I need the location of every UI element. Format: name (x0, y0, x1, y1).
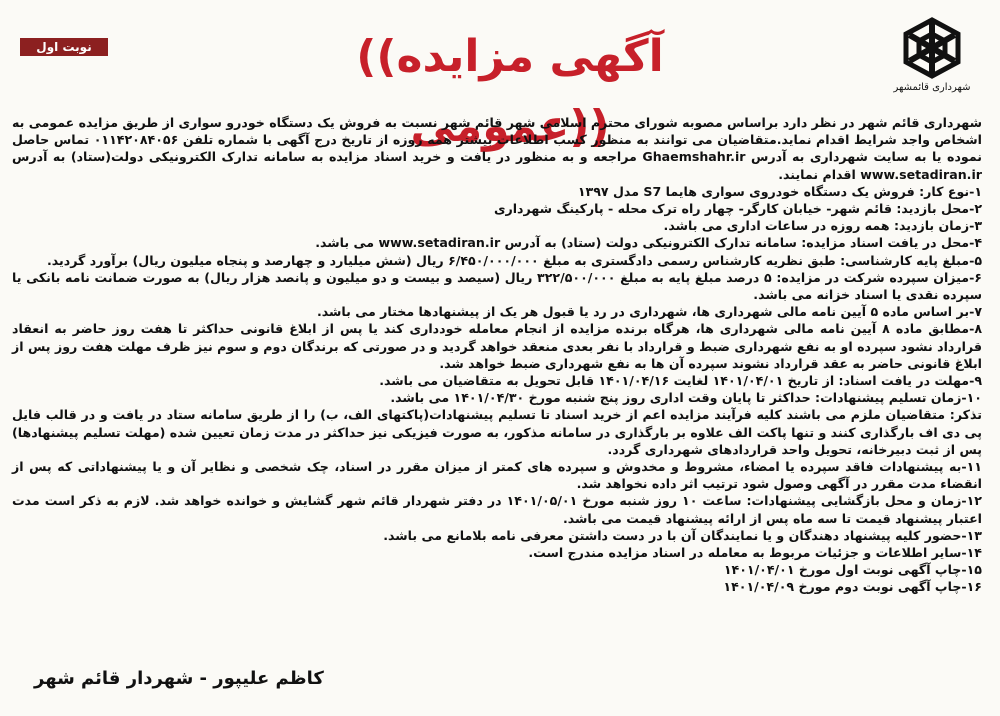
clause-2: ۲-محل بازدید: قائم شهر- خیابان کارگر- چهار راه ترک محله - پارکینگ شهرداری (493, 201, 982, 217)
clause-6: ۶-میزان سپرده شرکت در مزایده: ۵ درصد مبلغ پایه به مبلغ ۳۲۲/۵۰۰/۰۰۰ ریال (سیصد و بیست و دو میلیون و پانصد هزار ریال) به صورت ضمانت نامه بانکی یا سپرده نقدی یا اسناد خزانه می باشد. (12, 269, 982, 303)
clause-14: ۱۴-سایر اطلاعات و جزئیات مربوط به معامله در اسناد مزایده مندرج است. (528, 545, 982, 561)
municipality-logo (892, 16, 972, 112)
signature: کاظم علیپور - شهردار قائم شهر (34, 668, 324, 689)
intro-paragraph: شهرداری قائم شهر در نظر دارد براساس مصوبه شورای محترم اسلامی شهر قائم شهر نسبت به فروش یک دستگاه خودرو سواری از طریق مزایده عمومی به اشخاص واجد شرایط اقدام نماید.متقاضیان می توانند به منظور کسب اطلاعات بیشتر همه روزه از تاریخ درج آگهی با شماره تلفن ۰۱۱۴۲۰۸۴۰۵۶ تماس حاصل نموده یا به سایت شهرداری به آدرس Ghaemshahr.ir مراجعه و به منظور در یافت و خرید اسناد مزایده به سامانه تدارک الکترونیکی دولت(ستاد) به آدرس www.setadiran.ir اقدام نمایند. (12, 115, 982, 182)
logo-caption: شهرداری قائمشهر (893, 82, 971, 93)
clause-5: ۵-مبلغ پایه کارشناسی: طبق نظریه کارشناس رسمی دادگستری به مبلغ ۶/۴۵۰/۰۰۰/۰۰۰ ریال (شش میلیارد و چهارصد و پنجاه میلیون ریال) برآورد گردید. (46, 252, 982, 268)
clause-12: ۱۲-زمان و محل بازگشایی پیشنهادات: ساعت ۱۰ روز شنبه مورخ ۱۴۰۱/۰۵/۰۱ در دفتر شهردار قائم شهر گشایش و خوانده خواهد شد. لازم به ذکر است مدت اعتبار پیشنهاد قیمت تا سه ماه پس از ارائه پیشنهاد قیمت می باشد. (12, 493, 982, 526)
clause-8: ۸-مطابق ماده ۸ آیین نامه مالی شهرداری ها، هرگاه برنده مزایده از انجام معامله خودداری کند یا پس از ابلاغ قانونی حداکثر تا هفت روز حاضر به انعقاد قرارداد نشود سپرده او به نفع شهرداری ضبط و قرارداد با نفر بعدی منعقد خواهد گردید و در صورتی که برندگان دوم و سوم نیز ظرف مهلت هفت روز پس از ابلاغ قانونی حاضر به عقد قرارداد نشوند سپرده آن ها به نفع شهرداری ضبط خواهد شد. (12, 321, 982, 371)
clause-9: ۹-مهلت در یافت اسناد: از تاریخ ۱۴۰۱/۰۴/۰۱ لغایت ۱۴۰۱/۰۴/۱۶ قابل تحویل به متقاضیان می باشد. (379, 373, 982, 389)
clause-13: ۱۳-حضور کلیه پیشنهاد دهندگان و یا نمایندگان آن با در دست داشتن معرفی نامه بلامانع می باشد. (383, 527, 982, 543)
clause-16: ۱۶-چاپ آگهی نوبت دوم مورخ ۱۴۰۱/۰۴/۰۹ (723, 579, 982, 595)
clause-10: ۱۰-زمان تسلیم پیشنهادات: حداکثر تا پایان وقت اداری روز پنج شنبه مورخ ۱۴۰۱/۰۴/۳۰ می باشد. (390, 390, 982, 406)
clause-4: ۴-محل در یافت اسناد مزایده: سامانه تدارک الکترونیکی دولت (ستاد) به آدرس www.setadiran.ir می باشد. (315, 235, 982, 251)
logo-emblem-icon (900, 16, 964, 80)
clause-15: ۱۵-چاپ آگهی نوبت اول مورخ ۱۴۰۱/۰۴/۰۱ (723, 562, 982, 578)
clause-3: ۳-زمان بازدید: همه روزه در ساعات اداری می باشد. (663, 218, 982, 234)
note-clause: تذکر: متقاضیان ملزم می باشند کلیه فرآیند مزایده اعم از خرید اسناد تا تسلیم پیشنهادات(پاکتهای الف، ب) را از طریق سامانه ستاد در یافت و در قالب فایل پی دی اف بارگذاری کنند و تنها پاکت الف علاوه بر بارگذاری در سامانه مذکور، به صورت فیزیکی نیز حداکثر در مدت زمان تعیین شده (مهلت تسلیم پیشنهادها) پس از ثبت دبیرخانه، تحویل واحد قراردادهای شهرداری گردد. (12, 407, 982, 457)
clause-1: ۱-نوع کار: فروش یک دستگاه خودروی سواری هایما S7 مدل ۱۳۹۷ (577, 183, 982, 199)
clause-11: ۱۱-به پیشنهادات فاقد سپرده یا امضاء، مشروط و مخدوش و سپرده های کمتر از میزان مقرر در اسناد، چک شخصی و نظایر آن و یا پیشنهاداتی که پس از انقضاء مدت مقرر در آگهی وصول شود ترتیب اثر داده نخواهد شد. (12, 459, 982, 492)
advertisement-body (12, 114, 982, 596)
clause-7: ۷-بر اساس ماده ۵ آیین نامه مالی شهرداری ها، شهرداری در رد یا قبول هر یک از پیشنهادها مختار می باشد. (316, 304, 982, 320)
page-title: ((آگهی مزایده عمومی)) (356, 31, 664, 152)
edition-badge: نوبت اول (20, 38, 108, 56)
